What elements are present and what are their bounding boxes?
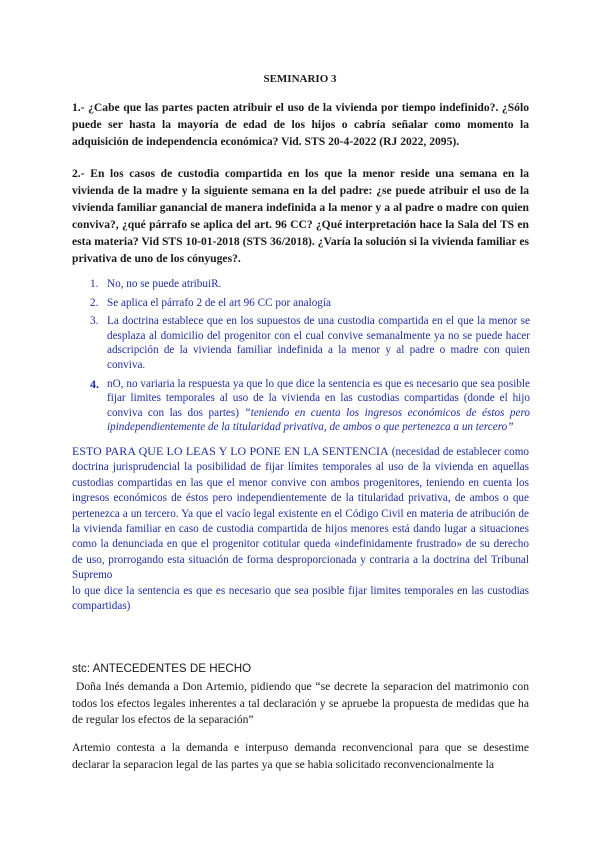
answer-item bbox=[90, 296, 530, 311]
answer-list bbox=[90, 277, 530, 435]
answer-text: Se aplica el párrafo 2 de el art 96 CC por analogía bbox=[107, 296, 331, 309]
answer-number: 4. bbox=[90, 376, 99, 391]
answer-item bbox=[90, 377, 530, 435]
answer-text: nO, no variaria la respuesta ya que lo que dice la sentencia es que es necesario que sea posible fijar limites temporales al uso de la vivienda en las custodias compartidas (donde el hijo conviva con las dos partes) bbox=[107, 377, 530, 419]
answer-number: 2. bbox=[90, 296, 99, 309]
comment-paragraph bbox=[72, 444, 529, 584]
page-title: SEMINARIO 3 bbox=[263, 73, 337, 85]
answer-number: 1. bbox=[90, 278, 99, 290]
answer-number: 3. bbox=[90, 315, 99, 328]
answer-text: No, no se puede atribuiR. bbox=[107, 278, 222, 290]
comment-tail: lo que dice la sentencia es que es necesario que sea posible fijar limites temporales en las custodias compartidas) bbox=[72, 584, 529, 613]
answer-item bbox=[90, 314, 530, 372]
antecedentes-paragraph-2: Artemio contesta a la demanda e interpuso demanda reconvencional para que se desestime declarar la separacion legal de las partes ya que se habia solicitado reconvencionalmente la bbox=[72, 741, 529, 771]
question-1: 1.- ¿Cabe que las partes pacten atribuir el uso de la vivienda por tiempo indefinido?. ¿Sólo puede ser hasta la mayoría de edad de los hijos o cabría señalar como momento la adquisición de independencia económica? Vid. STS 20-4-2022 (RJ 2022, 2095). bbox=[72, 101, 529, 148]
answer-item bbox=[90, 277, 530, 292]
comment-block bbox=[72, 444, 529, 614]
comment-body: (necesidad de establecer como doctrina jurisprudencial la posibilidad de fijar límites temporales al uso de la vivienda en aquellas custodias compartidas en las que el menor convive con ambos progenitores, teniendo en cuenta los ingresos económicos de éstos pero independientemente de la titularidad privativa, de ambos o que pertenezca a un tercero. Ya que el vacío legal existente en el Código Civil en materia de atribución de la vivienda familiar en caso de custodia compartida de hijos menores está dando lugar a situaciones como la denunciada en que el progenitor cotitular queda «indefinidamente frustrado» de su derecho de uso, prorrogando esta situación de forma desproporcionada y contraria a la doctrina del Tribunal Supremo bbox=[72, 446, 529, 582]
antecedentes-paragraph-1 bbox=[72, 679, 529, 729]
comment-lead: ESTO PARA QUE LO LEAS Y LO PONE EN LA SENTENCIA bbox=[72, 444, 389, 458]
question-2: 2.- En los casos de custodia compartida en los que la menor reside una semana en la vivienda de la madre y la siguiente semana en la del padre: ¿se puede atribuir el uso de la vivienda familiar ganancial de manera indefinida a la menor y a al padre o madre con quien conviva?, ¿qué párrafo se aplica del art. 96 CC? ¿Qué interpretación hace la Sala del TS en esta materia? Vid STS 10-01-2018 (STS 36/2018). ¿Varía la solución si la vivienda familiar es privativa de uno de los cónyuges?. bbox=[72, 167, 529, 265]
antecedentes-heading: stc: ANTECEDENTES DE HECHO bbox=[72, 662, 252, 675]
antecedentes-paragraph-1-text: Doña Inés demanda a Don Artemio, pidiendo que “se decrete la separacion del matrimonio con todos los efectos legales inherentes a tal declaración y se apruebe la propuesta de medidas que ha de regular los efectos de la separación” bbox=[72, 680, 529, 727]
answer-text: La doctrina establece que en los supuestos de una custodia compartida en el que la menor se desplaza al domicilio del progenitor con el cual convive semanalmente ya no se puede hacer adscripción de la vivienda familiar indefinida a la menor y al padre o madre con quien conviva. bbox=[107, 315, 530, 371]
answer-quote: “teniendo en cuenta los ingresos económicos de éstos pero ipindependientemente de la titularidad privativa, de ambos o que pertenezca a un tercero” bbox=[107, 406, 530, 434]
